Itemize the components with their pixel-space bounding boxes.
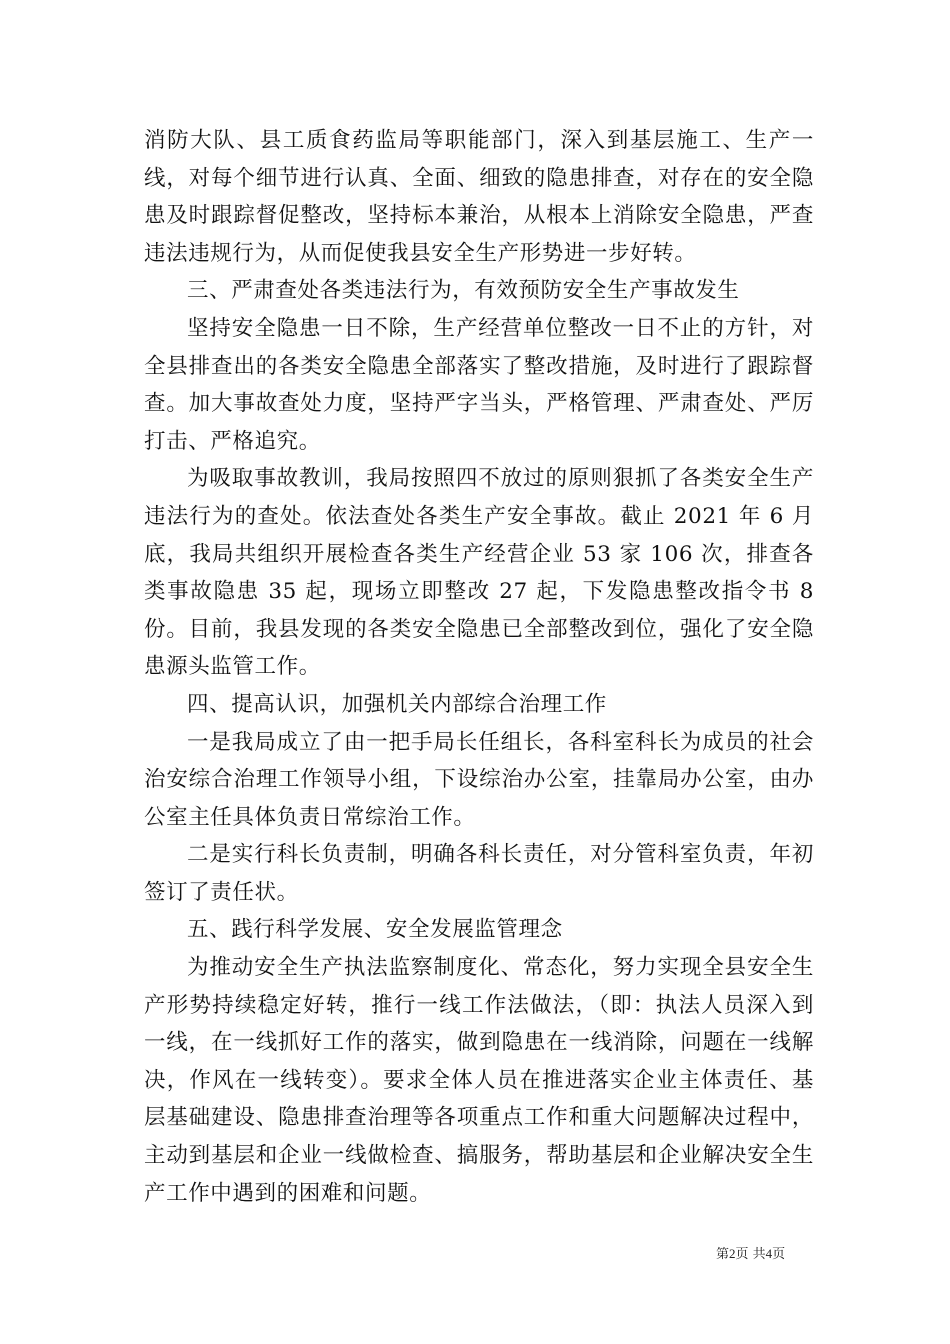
paragraph-9: 为推动安全生产执法监察制度化、常态化，努力实现全县安全生产形势持续稳定好转，推行一线工作法做法，（即：执法人员深入到一线，在一线抓好工作的落实，做到隐患在一线消除，问题在一线解决，作风在一线转变）。要求全体人员在推进落实企业主体责任、基层基础建设、隐患排查治理等各项重点工作和重大问题解决过程中，主动到基层和企业一线做检查、搞服务，帮助基层和企业解决安全生产工作中遇到的困难和问题。 (144, 955, 814, 1206)
section-heading-3: 三、严肃查处各类违法行为，有效预防安全生产事故发生 (187, 278, 740, 304)
section-heading-5: 五、践行科学发展、安全发展监管理念 (187, 917, 563, 943)
paragraph-4: 为吸取事故教训，我局按照四不放过的原则狠抓了各类安全生产违法行为的查处。依法查处各类生产安全事故。截止 2021 年 6 月底，我局共组织开展检查各类生产经营企业 53 家 106 次，排查各类事故隐患 35 起，现场立即整改 27 起，下发隐患整改指令书 8 份。目前，我县发现的各类安全隐患已全部整改到位，强化了安全隐患源头监管工作。 (144, 466, 814, 680)
paragraph-3: 坚持安全隐患一日不除，生产经营单位整改一日不止的方针，对全县排查出的各类安全隐患全部落实了整改措施，及时进行了跟踪督查。加大事故查处力度，坚持严字当头，严格管理、严肃查处、严厉打击、严格追究。 (144, 315, 814, 454)
footer-middle: 页 共 (735, 1247, 766, 1262)
paragraph-1: 消防大队、县工质食药监局等职能部门，深入到基层施工、生产一线，对每个细节进行认真、全面、细致的隐患排查，对存在的安全隐患及时跟踪督促整改，坚持标本兼治，从根本上消除安全隐患，严查违法违规行为，从而促使我县安全生产形势进一步好转。 (144, 128, 814, 266)
footer-prefix: 第 (716, 1247, 730, 1262)
document-body (144, 122, 814, 1212)
footer-current-page: 2 (729, 1246, 736, 1261)
page-footer (716, 1246, 785, 1263)
paragraph-6: 一是我局成立了由一把手局长任组长，各科室科长为成员的社会治安综合治理工作领导小组，下设综治办公室，挂靠局办公室，由办公室主任具体负责日常综治工作。 (144, 729, 814, 830)
footer-total-pages: 4 (765, 1246, 773, 1261)
footer-suffix: 页 (772, 1247, 786, 1262)
paragraph-7: 二是实行科长负责制，明确各科长责任，对分管科室负责，年初签订了责任状。 (144, 842, 814, 905)
section-heading-4: 四、提高认识，加强机关内部综合治理工作 (187, 691, 607, 717)
